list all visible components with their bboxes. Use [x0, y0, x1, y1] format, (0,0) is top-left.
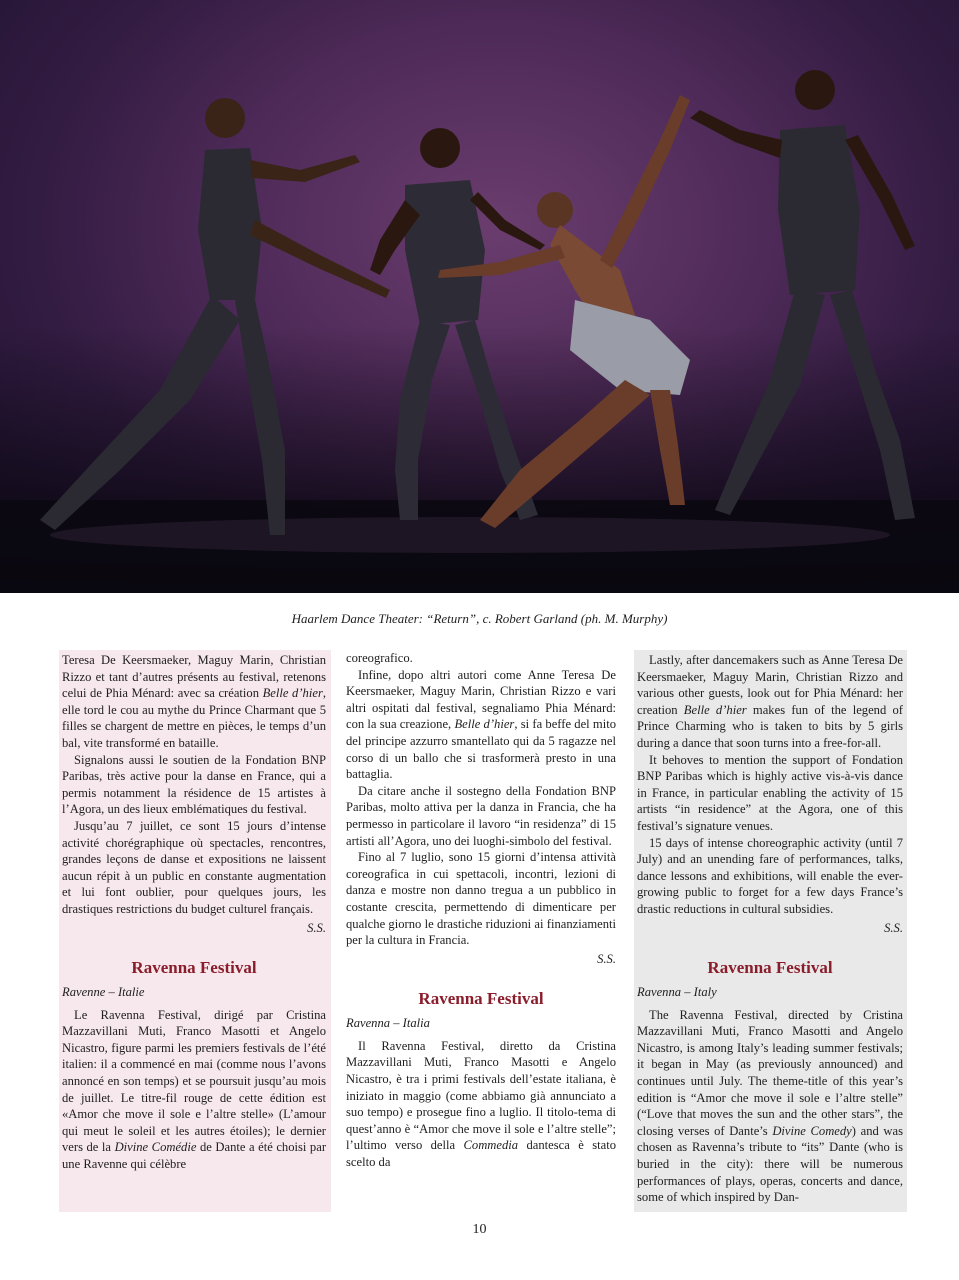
- fr-paragraph-1: Teresa De Keersmaeker, Maguy Marin, Christian Rizzo et tant d’autres présents au festival, retenons celui de Phia Ménard: avec sa création Belle d’hier, elle tord le cou au mythe du Prince Charmant que 5 filles se chargent de mettre en pièces, le temps d’un bal, vite transformé en bataille.: [62, 653, 326, 750]
- en-paragraph-3: 15 days of intense choreographic activity (until 7 July) and an unending fare of performances, talks, dance lessons and exhibitions, will enable the ever-growing public to forget for a few days France’s drastic reductions in cultural subsidies.: [637, 835, 903, 916]
- fr-signature: S.S.: [307, 920, 326, 935]
- it-paragraph-2: Da citare anche il sostegno della Fondation BNP Paribas, molto attiva per la danza in Francia, che ha permesso in particolare il lavoro “in residenza” di 15 artisti all’Agora, uno dei luoghi-simbolo del festival.: [346, 783, 616, 848]
- fr-paragraph-4: Le Ravenna Festival, dirigé par Cristina Mazzavillani Muti, Franco Masotti et Angelo Nicastro, figure parmi les premiers festivals de l’été italien: il a commencé en mai (comme nous l’avons annoncé en son temps) et se poursuit jusqu’au mois de juillet. Le titre-fil rouge de cette édition est «Amor che move il sole e l’altre stelle» (L’amour qui meut le soleil et les autres étoiles); le dernier vers de la Divine Comédie de Dante a été choisi par une Ravenne qui célèbre: [62, 1007, 327, 1172]
- french-column: [59, 650, 331, 1212]
- en-paragraph-1: Lastly, after dancemakers such as Anne Teresa De Keersmaeker, Maguy Marin, Christian Rizzo and various other guests, look out for Phia Ménard: her creation Belle d’hier makes fun of the legend of Prince Charming who is taken to bits by 5 girls during a dance that soon turns into a free-for-all.: [637, 653, 904, 750]
- fr-paragraph-2: Signalons aussi le soutien de la Fondation BNP Paribas, très active pour la danse en France, qui a permis notamment la résidence de 15 artistes à l’Agora, un des lieux emblématiques du festival.: [62, 752, 326, 817]
- fr-paragraph-3: Jusqu’au 7 juillet, ce sont 15 jours d’intense activité chorégraphique où spectacles, rencontres, grandes leçons de danse et expositions ne laissent aucun répit à un public en constante augmentation et lui font oublier, pour quelques jours, les drastiques restrictions du budget culturel français.: [62, 818, 326, 916]
- it-paragraph-4: Il Ravenna Festival, diretto da Cristina Mazzavillani Muti, Franco Masotti e Angelo Nicastro, è tra i primi festivals dell’estate italiana, è iniziato in maggio (come abbiamo già annunciato a suo tempo) e prosegue fino a luglio. Il titolo-tema di quest’anno è “Amor che move il sole e l’altre stelle”; l’ultimo verso della Commedia dantesca è stato scelto da: [346, 1038, 616, 1170]
- fr-subheading: Ravenne – Italie: [62, 985, 145, 1000]
- en-paragraph-2: It behoves to mention the support of Fondation BNP Paribas which is highly active vis-à-vis dance in France, in particular enabling the activity of 15 artists “in residence” at the Agora, one of this festival’s signature venues.: [637, 752, 903, 833]
- dance-photo: [0, 0, 959, 593]
- dancer-right: [690, 70, 915, 520]
- it-signature: S.S.: [597, 951, 616, 966]
- page-number: 10: [472, 1222, 487, 1237]
- en-section-heading: Ravenna Festival: [707, 958, 833, 978]
- english-column: [634, 650, 907, 1212]
- it-paragraph-1: Infine, dopo altri autori come Anne Teresa De Keersmaeker, Maguy Marin, Christian Rizzo e vari altri ospitati dal festival, segnaliamo Phia Ménard: con la sua creazione, Belle d’hier, si fa beffe del mito del principe azzurro smantellato qui da 5 ragazze nel corso di un ballo che si trasformerà presto in una battaglia.: [346, 667, 617, 782]
- fr-section-heading: Ravenna Festival: [131, 958, 257, 978]
- en-subheading: Ravenna – Italy: [637, 985, 717, 1000]
- dancers-illustration: [0, 0, 959, 593]
- italian-column: [346, 650, 616, 1171]
- dancer-middle: [370, 128, 545, 520]
- en-paragraph-4: The Ravenna Festival, directed by Cristina Mazzavillani Muti, Franco Masotti and Angelo Nicastro, is among Italy’s leading summer festivals; it began in May (as previously announced) and continues until July. The theme-title of this year’s edition is “Amor che move il sole e l’altre stelle” (“Love that moves the sun and the other stars”, the closing verses of Dante’s Divine Comedy) and was chosen as Ravenna’s tribute to “its” Dante (who is buried in the city): there will be numerous performances of plays, operas, concerts and dance, some of which inspired by Dan-: [637, 1007, 903, 1205]
- it-section-heading: Ravenna Festival: [418, 989, 544, 1009]
- dancer-left: [40, 98, 390, 535]
- it-paragraph-0: coreografico.: [346, 651, 413, 665]
- photo-caption: Haarlem Dance Theater: “Return”, c. Robert Garland (ph. M. Murphy): [291, 611, 668, 626]
- it-paragraph-3: Fino al 7 luglio, sono 15 giorni d’intensa attività coreografica in cui spettacoli, incontri, lezioni di danza e mostre non danno tregua a un pubblico in costante crescita, permettendo di dimenticare per qualche giorno le drastiche riduzioni ai finanziamenti per la cultura in Francia.: [346, 850, 616, 948]
- en-signature: S.S.: [884, 920, 903, 935]
- it-subheading: Ravenna – Italia: [346, 1016, 430, 1031]
